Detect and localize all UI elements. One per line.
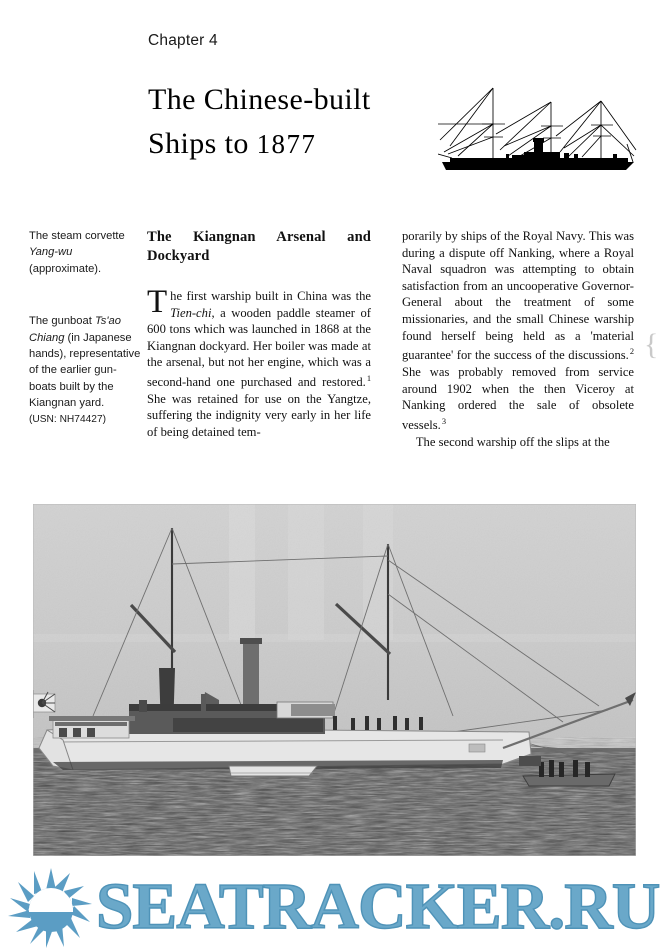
caption-rest: (in Japanese hands), representative of the earlier gun-boats built by the Kiangnan yard. [29,331,141,410]
paragraph-part-c: She was retained for use on the Yangtze, suffering the indignity very early in her life of being detained tem- [147,391,371,439]
paragraph-part-b: , a wooden paddle steamer of 600 tons which was launched in 1868 at the Kiangnan dockyard. Her boiler was made at the arsenal, but not her engine, which was a second-hand one purchased and restored. [147,305,371,390]
ship-name-italic: Yang-wu [29,246,73,259]
title-line-2-prefix: Ships to [148,127,257,160]
ship-name-italic: Ts'ao Chiang [29,315,121,344]
drop-cap: T [147,284,168,320]
gunboat-photograph [33,504,636,856]
caption-yang-wu-line-1: The steam corvette [29,230,125,242]
body-paragraph-left [147,284,371,441]
watermark [0,866,663,949]
caption-tsao-chiang-text [29,313,141,411]
paragraph-part-a: porarily by ships of the Royal Navy. This was during a dispute off Nanking, where a Royal Naval squadron was attempting to obtain satisfaction from an uncooperative Governor-General about the treatment of some missionaries, and the small Chinese warship found herself being held as a 'material guarantee' for the success of the discussions. [402,229,634,363]
title-year: 1877 [256,129,317,159]
section-heading: The Kiangnan Arsenal and Dockyard [147,229,371,264]
body-column-left [147,228,371,441]
footnote-marker-1: 1 [366,373,371,383]
steam-corvette-silhouette-icon [438,84,642,184]
body-paragraph-right-2: The second warship off the slips at the [415,434,610,449]
watermark-text: SEATRACKER.RU [96,870,660,943]
caption-tsao-chiang [29,313,141,428]
chapter-label: Chapter 4 [148,32,218,49]
title-line-1: The Chinese-built [148,83,371,116]
caption-yang-wu-ship-name [29,244,141,260]
body-column-right [402,228,634,450]
paragraph-part-a: he first warship built in China was the [170,289,371,303]
caption-lead: The gunboat [29,315,95,328]
margin-notes-column [29,228,141,464]
ship-name-italic: Tien-chi [170,305,212,320]
page-title [148,78,448,166]
paragraph-part-b: She was probably removed from service around 1902 when the then Viceroy at Nanking ordered the sale of obsolete vessels. [402,364,634,432]
footnote-marker-2: 2 [629,347,634,357]
caption-yang-wu [29,228,141,277]
photo-credit: (USN: NH74427) [29,413,106,425]
body-paragraph-right-1 [402,228,634,434]
caption-yang-wu-line-3: (approximate). [29,262,102,275]
footnote-marker-3: 3 [441,416,447,426]
scan-artifact: { [644,328,659,361]
title-line-2 [148,122,448,166]
sun-burst-logo-icon [8,868,94,948]
